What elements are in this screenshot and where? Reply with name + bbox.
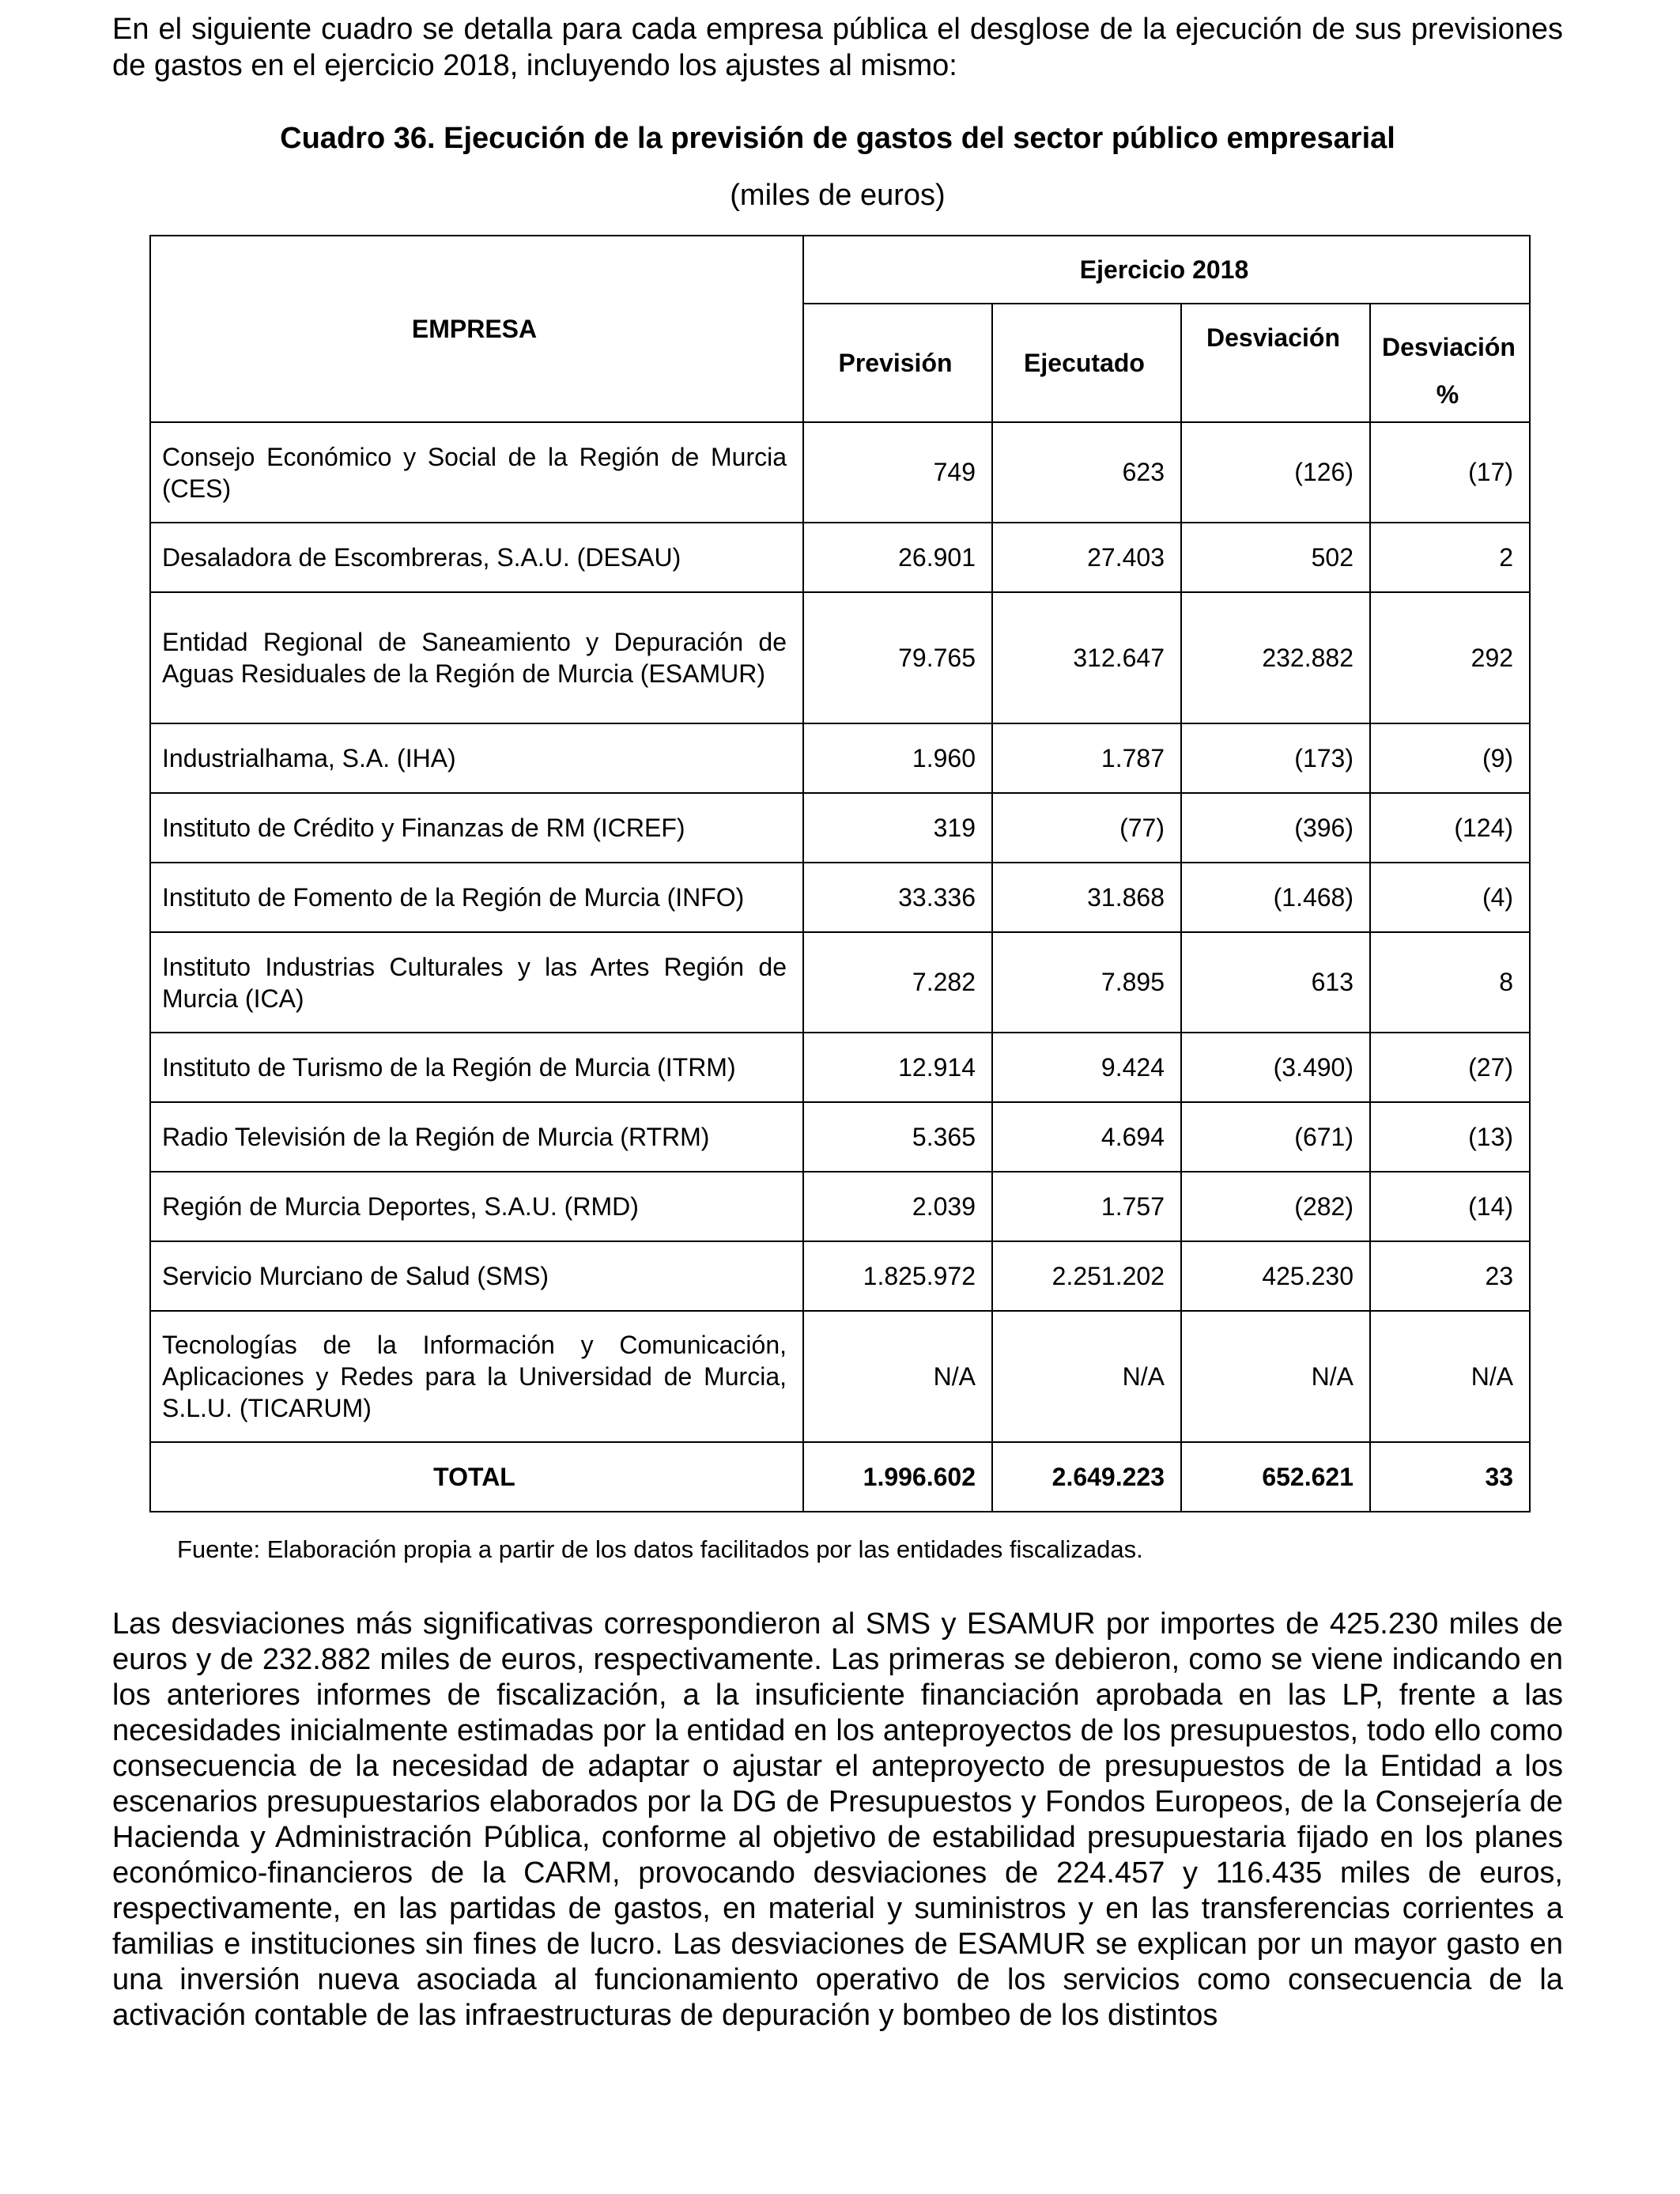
row-desviacion: 232.882 [1181, 592, 1370, 723]
table-row [150, 1172, 1530, 1241]
row-prevision: 319 [803, 793, 992, 863]
row-prevision: 12.914 [803, 1033, 992, 1102]
total-label: TOTAL [150, 1442, 803, 1512]
row-desviacion: (126) [1181, 422, 1370, 523]
row-desviacion: N/A [1181, 1311, 1370, 1442]
row-prevision: 79.765 [803, 592, 992, 723]
table-total-row [150, 1442, 1530, 1512]
total-desviacion-pct: 33 [1370, 1442, 1530, 1512]
row-prevision: 1.825.972 [803, 1241, 992, 1311]
row-empresa: Instituto de Fomento de la Región de Murcia (INFO) [150, 863, 803, 932]
row-desviacion-pct: (17) [1370, 422, 1530, 523]
row-ejecutado: 312.647 [992, 592, 1181, 723]
table-row [150, 592, 1530, 723]
expense-execution-table [149, 235, 1531, 1512]
row-empresa: Consejo Económico y Social de la Región de Murcia (CES) [150, 422, 803, 523]
table-row [150, 1241, 1530, 1311]
row-desviacion-pct: N/A [1370, 1311, 1530, 1442]
total-desviacion: 652.621 [1181, 1442, 1370, 1512]
row-ejecutado: 1.787 [992, 723, 1181, 793]
row-prevision: 33.336 [803, 863, 992, 932]
table-row [150, 1102, 1530, 1172]
row-ejecutado: 9.424 [992, 1033, 1181, 1102]
row-desviacion-pct: (124) [1370, 793, 1530, 863]
row-ejecutado: 2.251.202 [992, 1241, 1181, 1311]
row-prevision: 1.960 [803, 723, 992, 793]
row-empresa: Instituto de Turismo de la Región de Murcia (ITRM) [150, 1033, 803, 1102]
row-empresa: Entidad Regional de Saneamiento y Depuración de Aguas Residuales de la Región de Murcia (ESAMUR) [150, 592, 803, 723]
row-desviacion: (173) [1181, 723, 1370, 793]
row-ejecutado: 31.868 [992, 863, 1181, 932]
row-empresa: Región de Murcia Deportes, S.A.U. (RMD) [150, 1172, 803, 1241]
table-row [150, 422, 1530, 523]
table-units: (miles de euros) [730, 179, 946, 212]
row-desviacion: (671) [1181, 1102, 1370, 1172]
header-ejercicio-2018: Ejercicio 2018 [803, 236, 1530, 304]
row-ejecutado: 27.403 [992, 523, 1181, 592]
header-desviacion: Desviación [1181, 304, 1370, 422]
table-title: Cuadro 36. Ejecución de la previsión de gastos del sector público empresarial [280, 122, 1395, 155]
row-prevision: 749 [803, 422, 992, 523]
table-row [150, 1311, 1530, 1442]
total-prevision: 1.996.602 [803, 1442, 992, 1512]
row-prevision: 26.901 [803, 523, 992, 592]
row-desviacion-pct: (27) [1370, 1033, 1530, 1102]
row-ejecutado: 1.757 [992, 1172, 1181, 1241]
row-prevision: 2.039 [803, 1172, 992, 1241]
header-desviacion-pct [1370, 304, 1530, 422]
row-prevision: 7.282 [803, 932, 992, 1033]
row-empresa: Desaladora de Escombreras, S.A.U. (DESAU) [150, 523, 803, 592]
row-desviacion-pct: 8 [1370, 932, 1530, 1033]
table-row [150, 932, 1530, 1033]
row-ejecutado: (77) [992, 793, 1181, 863]
row-desviacion: (1.468) [1181, 863, 1370, 932]
table-row [150, 1033, 1530, 1102]
header-ejecutado: Ejecutado [992, 304, 1181, 422]
row-desviacion: (282) [1181, 1172, 1370, 1241]
row-empresa: Instituto de Crédito y Finanzas de RM (ICREF) [150, 793, 803, 863]
table-row [150, 523, 1530, 592]
header-desviacion-pct-line2: % [1436, 380, 1459, 409]
row-ejecutado: N/A [992, 1311, 1181, 1442]
row-ejecutado: 623 [992, 422, 1181, 523]
row-desviacion-pct: 23 [1370, 1241, 1530, 1311]
row-desviacion: 425.230 [1181, 1241, 1370, 1311]
row-desviacion: (396) [1181, 793, 1370, 863]
row-desviacion: (3.490) [1181, 1033, 1370, 1102]
row-desviacion-pct: (9) [1370, 723, 1530, 793]
row-desviacion-pct: 2 [1370, 523, 1530, 592]
header-desviacion-pct-line1: Desviación [1382, 333, 1516, 361]
row-ejecutado: 7.895 [992, 932, 1181, 1033]
row-empresa: Servicio Murciano de Salud (SMS) [150, 1241, 803, 1311]
row-empresa: Tecnologías de la Información y Comunicación, Aplicaciones y Redes para la Universidad de Murcia, S.L.U. (TICARUM) [150, 1311, 803, 1442]
intro-paragraph: En el siguiente cuadro se detalla para cada empresa pública el desglose de la ejecución de sus previsiones de gastos en el ejercicio 2018, incluyendo los ajustes al mismo: [112, 13, 1563, 82]
row-ejecutado: 4.694 [992, 1102, 1181, 1172]
total-ejecutado: 2.649.223 [992, 1442, 1181, 1512]
table-row [150, 793, 1530, 863]
header-empresa: EMPRESA [150, 236, 803, 422]
row-desviacion: 502 [1181, 523, 1370, 592]
table-row [150, 863, 1530, 932]
source-note: Fuente: Elaboración propia a partir de los datos facilitados por las entidades fiscalizadas. [177, 1535, 1143, 1563]
table-row [150, 723, 1530, 793]
row-empresa: Instituto Industrias Culturales y las Artes Región de Murcia (ICA) [150, 932, 803, 1033]
row-desviacion-pct: (4) [1370, 863, 1530, 932]
row-desviacion-pct: (14) [1370, 1172, 1530, 1241]
row-desviacion-pct: (13) [1370, 1102, 1530, 1172]
analysis-paragraph: Las desviaciones más significativas correspondieron al SMS y ESAMUR por importes de 425.230 miles de euros y de 232.882 miles de euros, respectivamente. Las primeras se debieron, como se viene indicando en los anteriores informes de fiscalización, a la insuficiente financiación aprobada en las LP, frente a las necesidades inicialmente estimadas por la entidad en los anteproyectos de los presupuestos, todo ello como consecuencia de la necesidad de adaptar o ajustar el anteproyecto de presupuestos de la Entidad a los escenarios presupuestarios elaborados por la DG de Presupuestos y Fondos Europeos, de la Consejería de Hacienda y Administración Pública, conforme al objetivo de estabilidad presupuestaria fijado en los planes económico-financieros de la CARM, provocando desviaciones de 224.457 y 116.435 miles de euros, respectivamente, en las partidas de gastos, en material y suministros y en las transferencias corrientes a familias e instituciones sin fines de lucro. Las desviaciones de ESAMUR se explican por un mayor gasto en una inversión nueva asociada al funcionamiento operativo de los servicios como consecuencia de la activación contable de las infraestructuras de depuración y bombeo de los distintos [112, 1607, 1563, 2032]
row-desviacion: 613 [1181, 932, 1370, 1033]
row-prevision: 5.365 [803, 1102, 992, 1172]
header-prevision: Previsión [803, 304, 992, 422]
row-prevision: N/A [803, 1311, 992, 1442]
row-desviacion-pct: 292 [1370, 592, 1530, 723]
row-empresa: Radio Televisión de la Región de Murcia (RTRM) [150, 1102, 803, 1172]
row-empresa: Industrialhama, S.A. (IHA) [150, 723, 803, 793]
